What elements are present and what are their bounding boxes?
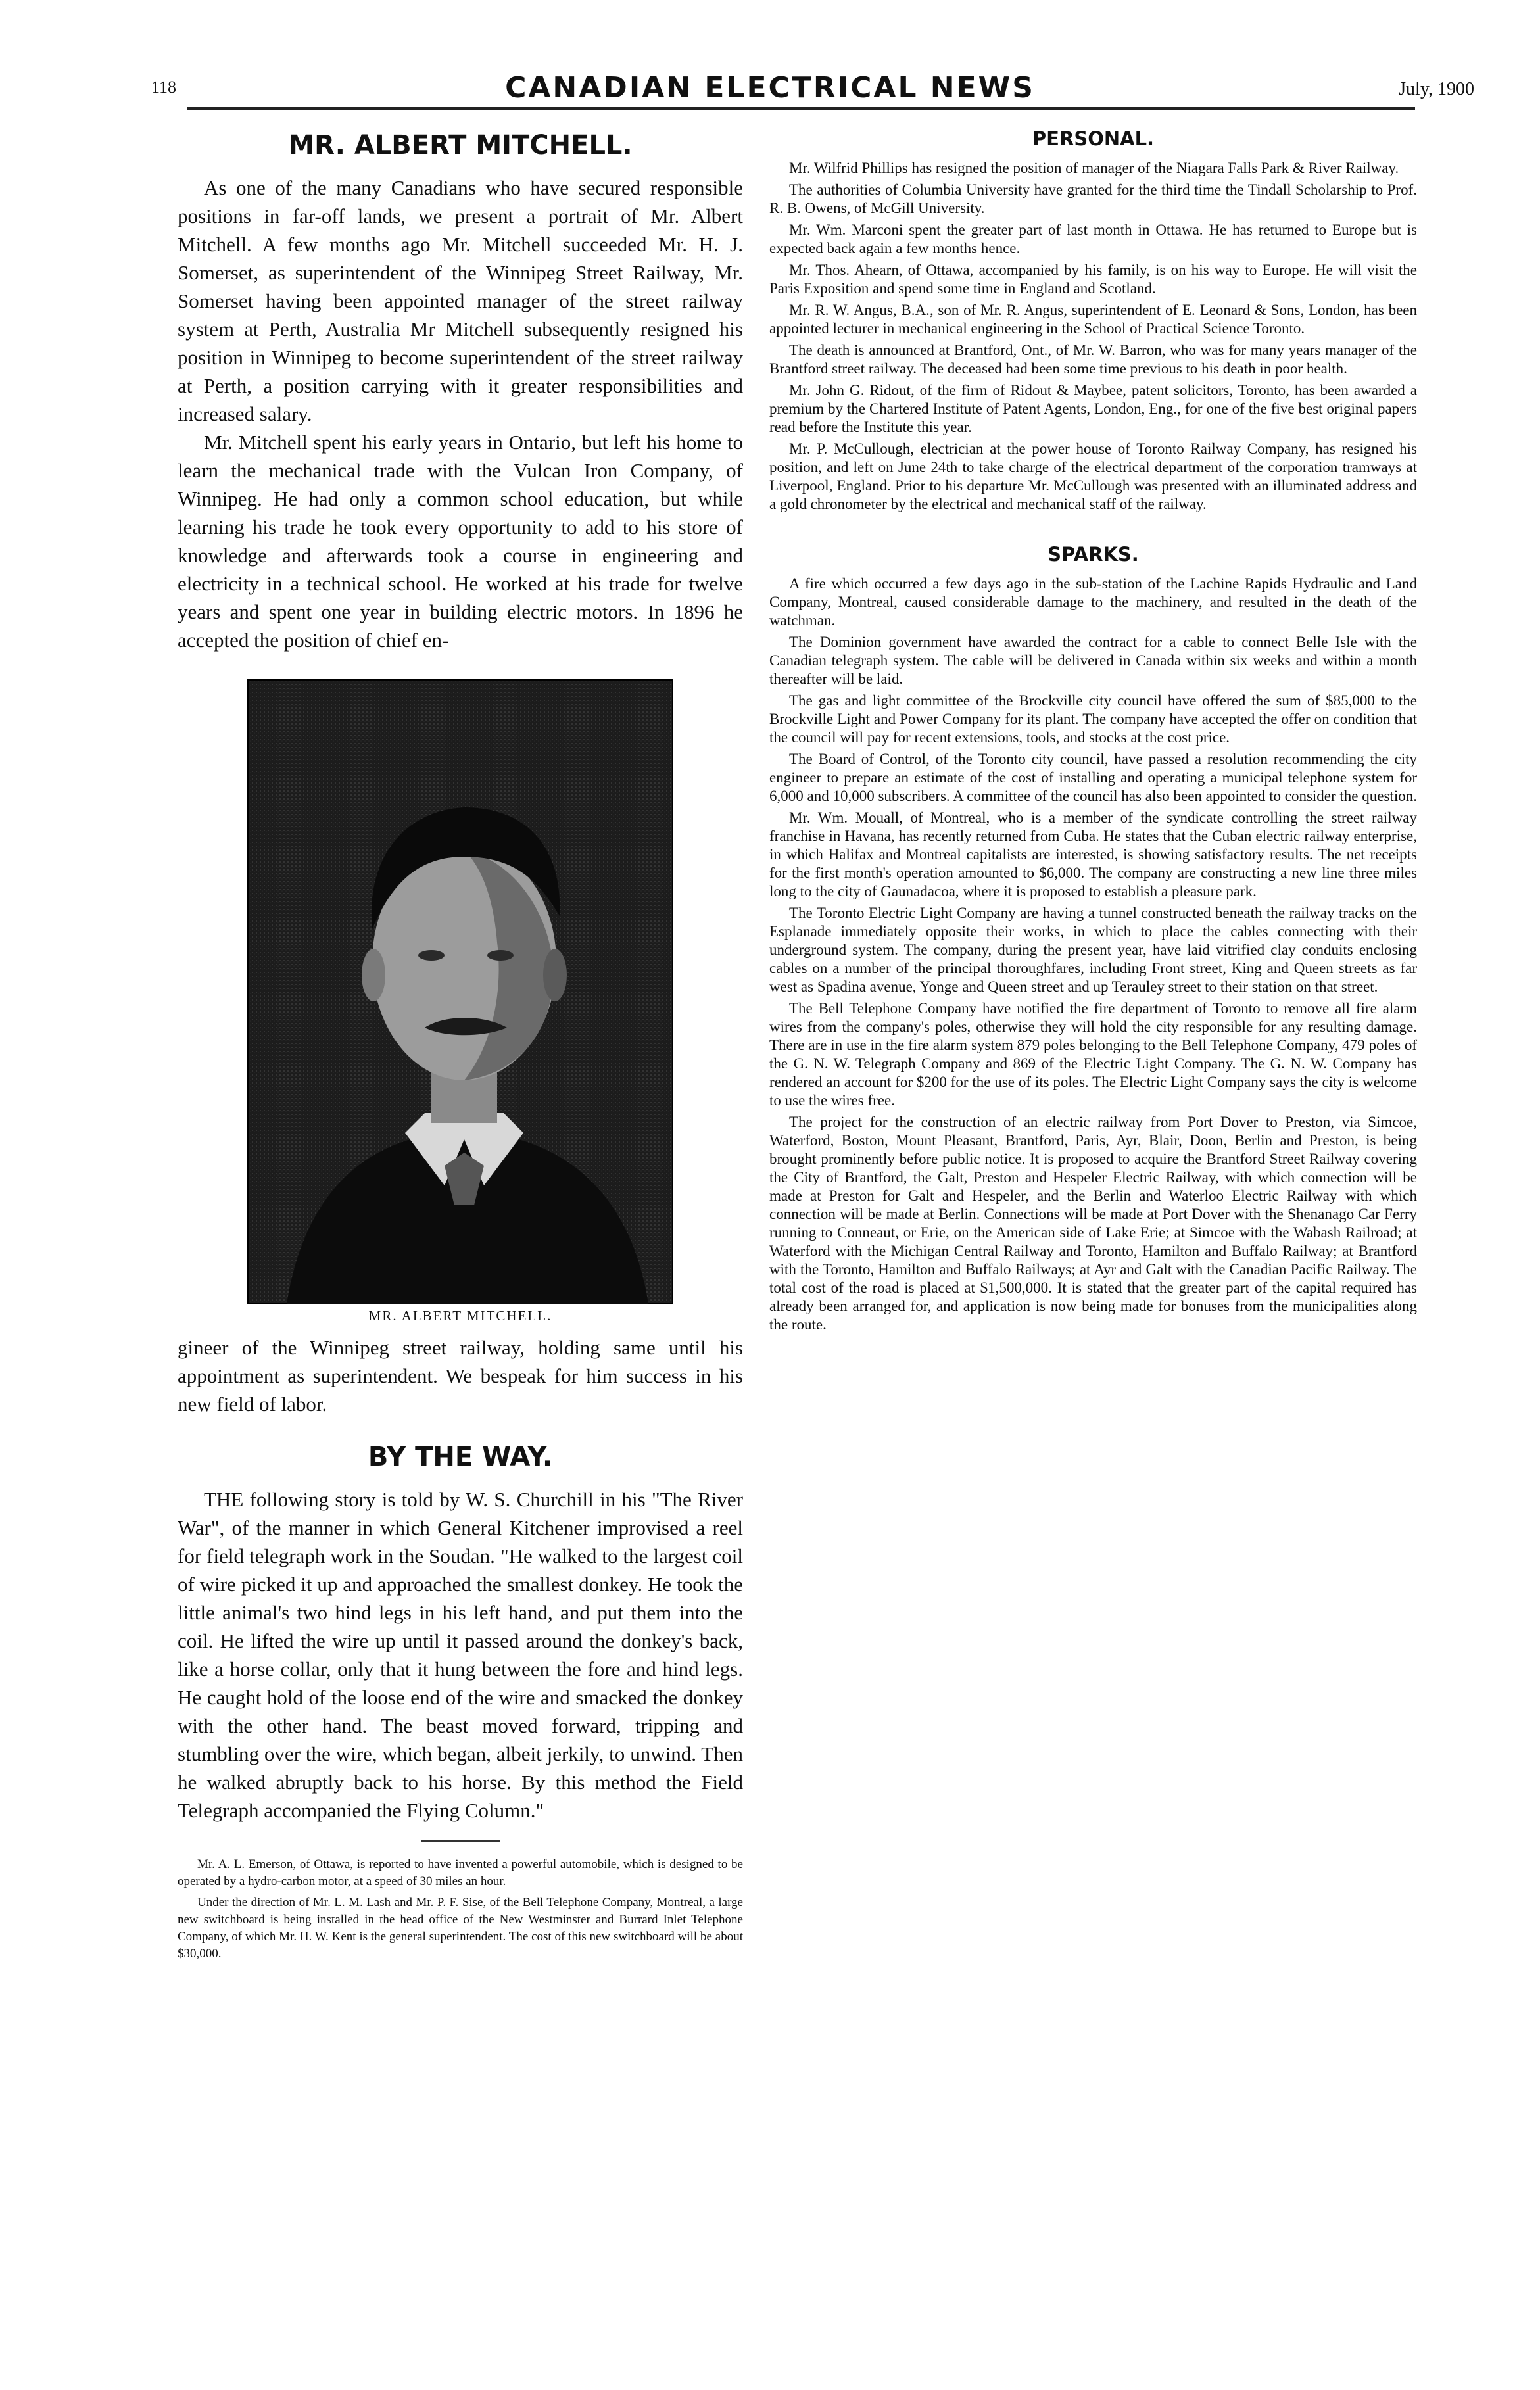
mitchell-paragraph-1: As one of the many Canadians who have secured responsible positions in far-off lands, we present a portrait of Mr. Albert Mitchell. A few months ago Mr. Mitchell succeeded Mr. H. J. Somerset, as superintendent of the Winnipeg Street Railway, Mr. Somerset having been appointed manager of the street railway system at Perth, Australia Mr Mitchell subsequently resigned his position in Winnipeg to become superintendent of the street railway at Perth, a position carrying with it greater responsibilities and increased salary.	[178, 176, 743, 425]
personal-item: Mr. Wm. Marconi spent the greater part of last month in Ottawa. He has returned to Europe but is expected back again a few months hence.	[769, 222, 1417, 256]
by-the-way-headline: BY THE WAY.	[368, 1442, 553, 1472]
mitchell-continuation: gineer of the Winnipeg street railway, holding same until his appointment as superintendent. We bespeak for him success in his new field of labor.	[178, 1336, 743, 1416]
masthead: CANADIAN ELECTRICAL NEWS	[505, 71, 1035, 105]
mitchell-headline: MR. ALBERT MITCHELL.	[288, 130, 633, 160]
note-switchboard: Under the direction of Mr. L. M. Lash and Mr. P. F. Sise, of the Bell Telephone Company, Montreal, a large new switchboard is being installed in the head office of the New Westminster and Burrard Inlet Telephone Company, of which Mr. H. W. Kent is the general superintendent. The cost of this new switchboard will be about $30,000.	[178, 1896, 743, 1961]
personal-item: Mr. P. McCullough, electrician at the power house of Toronto Railway Company, has resigned his position, and left on June 24th to take charge of the electrical department of the corporation tramways at Liverpool, England. Prior to his departure Mr. McCullough was presented with an illuminated address and a gold chronometer by the electrical and mechanical staff of the railway.	[769, 441, 1417, 512]
portrait-photo	[247, 679, 673, 1304]
issue-date: July, 1900	[1399, 79, 1474, 99]
by-the-way-paragraph: THE following story is told by W. S. Churchill in his "The River War", of the manner in which General Kitchener improvised a reel for field telegraph work in the Soudan. "He walked to the largest coil of wire picked it up and approached the smallest donkey. He took the little animal's two hind legs in his left hand, and put them into the coil. He lifted the wire up until it passed around the donkey's back, like a horse collar, only that it hung between the fore and hind legs. He caught hold of the loose end of the wire and smacked the donkey with the other hand. The beast moved forward, tripping and stumbling over the wire, which began, albeit jerkily, to unwind. Then he walked abruptly back to his horse. By this method the Field Telegraph accompanied the Flying Column."	[178, 1488, 743, 1822]
page-header	[39, 71, 1501, 117]
personal-item: Mr. R. W. Angus, B.A., son of Mr. R. Angus, superintendent of E. Leonard & Sons, London, has been appointed lecturer in mechanical engineering in the School of Practical Science Toronto.	[769, 302, 1417, 337]
portrait-caption: MR. ALBERT MITCHELL.	[368, 1308, 552, 1324]
personal-item: Mr. Thos. Ahearn, of Ottawa, accompanied by his family, is on his way to Europe. He will visit the Paris Exposition and spend some time in England and Scotland.	[769, 262, 1417, 297]
portrait-image	[247, 679, 673, 1304]
sparks-item: The project for the construction of an electric railway from Port Dover to Preston, via Simcoe, Waterford, Boston, Mount Pleasant, Brantford, Paris, Ayr, Blair, Doon, Berlin and Preston, is being brought prominently before public notice. It is proposed to acquire the Brantford Street Railway covering the City of Brantford, the Galt, Preston and Hespeler Electric Railway, with which connection will be made at Preston for Galt and Hespeler, and the Berlin and Waterloo Electric Railway with which connection will be made at Berlin. Connections will be made at Port Dover with the Shenanago Car Ferry running to Conneaut, or Erie, on the American side of Lake Erie; at Simcoe with the Wabash Railroad; at Waterford with the Michigan Central Railway and Toronto, Hamilton and Buffalo Railway; at Brantford with the Toronto, Hamilton and Buffalo Railways; at Ayr and Galt with the Canadian Pacific Railway. The total cost of the road is placed at $1,500,000. It is stated that the greater part of the capital required has already been arranged for, and application is now being made for bonuses from the municipalities along the route.	[769, 1114, 1417, 1333]
personal-headline: PERSONAL.	[1032, 128, 1155, 150]
sparks-item: A fire which occurred a few days ago in the sub-station of the Lachine Rapids Hydraulic and Land Company, Montreal, caused considerable damage to the machinery, and resulted in the death of the watchman.	[769, 575, 1417, 629]
sparks-item: The Board of Control, of the Toronto city council, have passed a resolution recommending the city engineer to prepare an estimate of the cost of installing and operating a municipal telephone system for 6,000 and 10,000 subscribers. A committee of the council has also been appointed to consider the question.	[769, 751, 1417, 804]
sparks-item: Mr. Wm. Mouall, of Montreal, who is a member of the syndicate controlling the street railway franchise in Havana, has recently returned from Cuba. He states that the Cuban electric railway enterprise, in which Halifax and Montreal capitalists are interested, is showing satisfactory results. The net receipts for the first month's operation amounted to $6,000. The company are constructing a new line three miles long to the city of Gaunadacoa, where it is proposed to establish a pleasure park.	[769, 809, 1417, 899]
personal-item: The death is announced at Brantford, Ont., of Mr. W. Barron, who was for many years manager of the Brantford street railway. The deceased had been some time previous to his death in poor health.	[769, 342, 1417, 377]
personal-item: Mr. Wilfrid Phillips has resigned the position of manager of the Niagara Falls Park & River Railway.	[789, 160, 1399, 176]
header-rule	[187, 107, 1415, 110]
sparks-item: The gas and light committee of the Brockville city council have offered the sum of $85,000 to the Brockville Light and Power Company for its plant. The company have accepted the offer on condition that the council will pay for recent extensions, tools, and stocks at the cost price.	[769, 692, 1417, 746]
sparks-headline: SPARKS.	[1047, 543, 1139, 565]
sparks-item: The Toronto Electric Light Company are having a tunnel constructed beneath the railway tracks on the Esplanade immediately opposite their works, in which to place the cables connecting with their underground system. The company, during the present year, have laid vitrified clay conduits enclosing cables on a number of the principal thoroughfares, including Front street, King and Queen streets as far west as Spadina avenue, Yonge and Queen street and up Terauley street to their station on that street.	[769, 905, 1417, 995]
sparks-item: The Dominion government have awarded the contract for a cable to connect Belle Isle with the Canadian telegraph system. The cable will be delivered in Canada within six weeks and within a month thereafter will be laid.	[769, 634, 1417, 687]
note-emerson: Mr. A. L. Emerson, of Ottawa, is reported to have invented a powerful automobile, which is designed to be operated by a hydro-carbon motor, at a speed of 30 miles an hour.	[178, 1857, 743, 1888]
personal-item: The authorities of Columbia University have granted for the third time the Tindall Scholarship to Prof. R. B. Owens, of McGill University.	[769, 181, 1417, 216]
left-column	[178, 130, 743, 1967]
right-column	[769, 128, 1417, 1337]
sparks-item: The Bell Telephone Company have notified the fire department of Toronto to remove all fire alarm wires from the company's poles, otherwise they will hold the city responsible for any resulting damage. There are in use in the fire alarm system 879 poles belonging to the Bell Telephone Company, 479 poles of the G. N. W. Telegraph Company and 869 of the Electric Light Company. The G. N. W. Company has rendered an account for $200 for the use of its poles. The Electric Light Company says the city is welcome to use the wires free.	[769, 1000, 1417, 1109]
page-number: 118	[151, 78, 177, 97]
mitchell-paragraph-2: Mr. Mitchell spent his early years in Ontario, but left his home to learn the mechanical trade with the Vulcan Iron Company, of Winnipeg. He had only a common school education, but while learning his trade he took every opportunity to add to his store of knowledge and afterwards took a course in engineering and electricity in a technical school. He worked at his trade for twelve years and spent one year in building electric motors. In 1896 he accepted the position of chief en-	[178, 431, 743, 652]
section-divider	[421, 1840, 500, 1842]
personal-item: Mr. John G. Ridout, of the firm of Ridout & Maybee, patent solicitors, Toronto, has been awarded a premium by the Chartered Institute of Patent Agents, London, Eng., for one of the five best original papers read before the Institute this year.	[769, 382, 1417, 435]
